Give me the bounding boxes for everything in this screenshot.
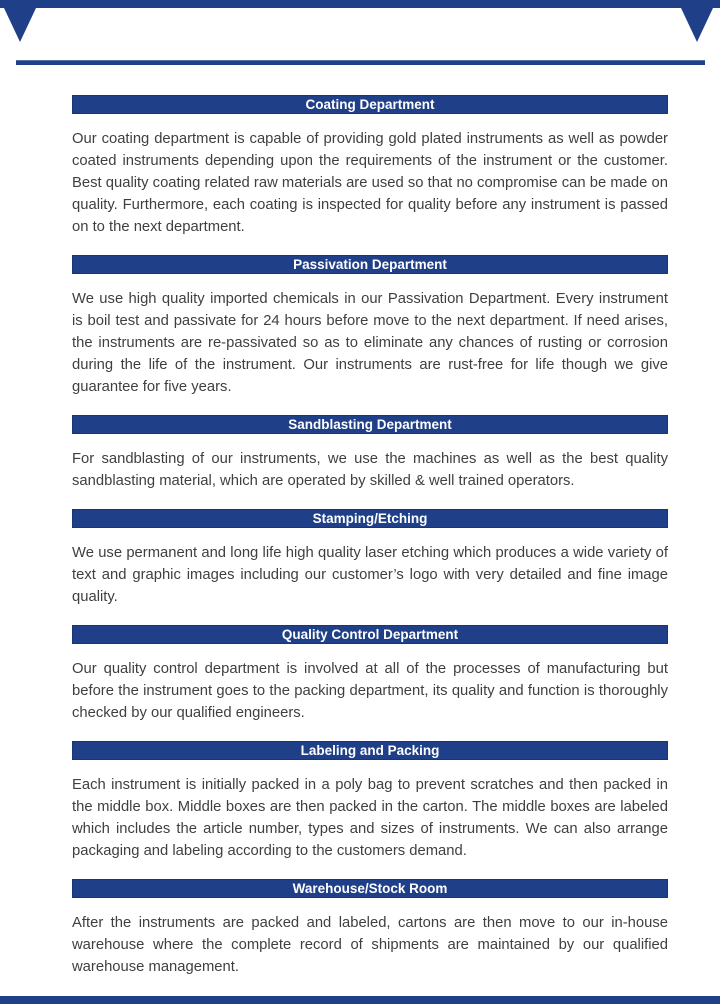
section-header-bar bbox=[72, 255, 668, 274]
section-paragraph: Each instrument is initially packed in a poly bag to prevent scratches and then packed in the middle box. Middle boxes are then packed in the carton. The middle boxes are labeled which includes the article number, types and sizes of instruments. We can also arrange packaging and labeling according to the customers demand. bbox=[72, 777, 668, 859]
banner-triangle-right bbox=[681, 8, 713, 42]
section-header-bar bbox=[72, 879, 668, 898]
section-title: Passivation Department bbox=[293, 257, 447, 272]
header-rule bbox=[16, 60, 705, 65]
section-title: Quality Control Department bbox=[281, 627, 459, 642]
section-header-bar bbox=[72, 95, 668, 114]
department-section bbox=[72, 255, 668, 398]
section-paragraph: For sandblasting of our instruments, we use the machines as well as the best quality sandblasting material, which are operated by skilled & well trained operators. bbox=[72, 451, 668, 489]
section-paragraph: We use high quality imported chemicals in our Passivation Department. Every instrument is boil test and passivate for 24 hours before move to the next department. If need arises, the instruments are re-passivated so as to eliminate any chances of rusting or corrosion during the life of the instrument. Our instruments are rust-free for life though we give guarantee for five years. bbox=[72, 291, 668, 395]
content-column bbox=[72, 95, 668, 995]
department-section bbox=[72, 95, 668, 238]
section-title: Warehouse/Stock Room bbox=[292, 881, 448, 896]
department-section bbox=[72, 625, 668, 724]
section-title: Stamping/Etching bbox=[312, 511, 428, 526]
section-paragraph: Our quality control department is involved at all of the processes of manufacturing but before the instrument goes to the packing department, its quality and function is thoroughly checked by our qualified engineers. bbox=[72, 661, 668, 721]
top-border-bar bbox=[0, 0, 720, 8]
section-title: Labeling and Packing bbox=[300, 743, 440, 758]
section-paragraph: Our coating department is capable of providing gold plated instruments as well as powder coated instruments depending upon the requirements of the instrument or the customer. Best quality coating related raw materials are used so that no compromise can be made on quality. Furthermore, each coating is inspected for quality before any instrument is passed on to the next department. bbox=[72, 131, 668, 235]
section-header-bar bbox=[72, 741, 668, 760]
section-paragraph: We use permanent and long life high quality laser etching which produces a wide variety of text and graphic images including our customer’s logo with very detailed and fine image quality. bbox=[72, 545, 668, 605]
section-title: Coating Department bbox=[305, 97, 435, 112]
bottom-border-bar bbox=[0, 996, 720, 1004]
department-section bbox=[72, 415, 668, 492]
section-header-bar bbox=[72, 625, 668, 644]
department-section bbox=[72, 741, 668, 862]
banner-triangle-left bbox=[4, 8, 36, 42]
section-paragraph: After the instruments are packed and labeled, cartons are then move to our in-house warehouse where the complete record of shipments are maintained by our qualified warehouse management. bbox=[72, 915, 668, 975]
section-header-bar bbox=[72, 509, 668, 528]
department-section bbox=[72, 879, 668, 978]
department-section bbox=[72, 509, 668, 608]
section-title: Sandblasting Department bbox=[288, 417, 452, 432]
section-header-bar bbox=[72, 415, 668, 434]
